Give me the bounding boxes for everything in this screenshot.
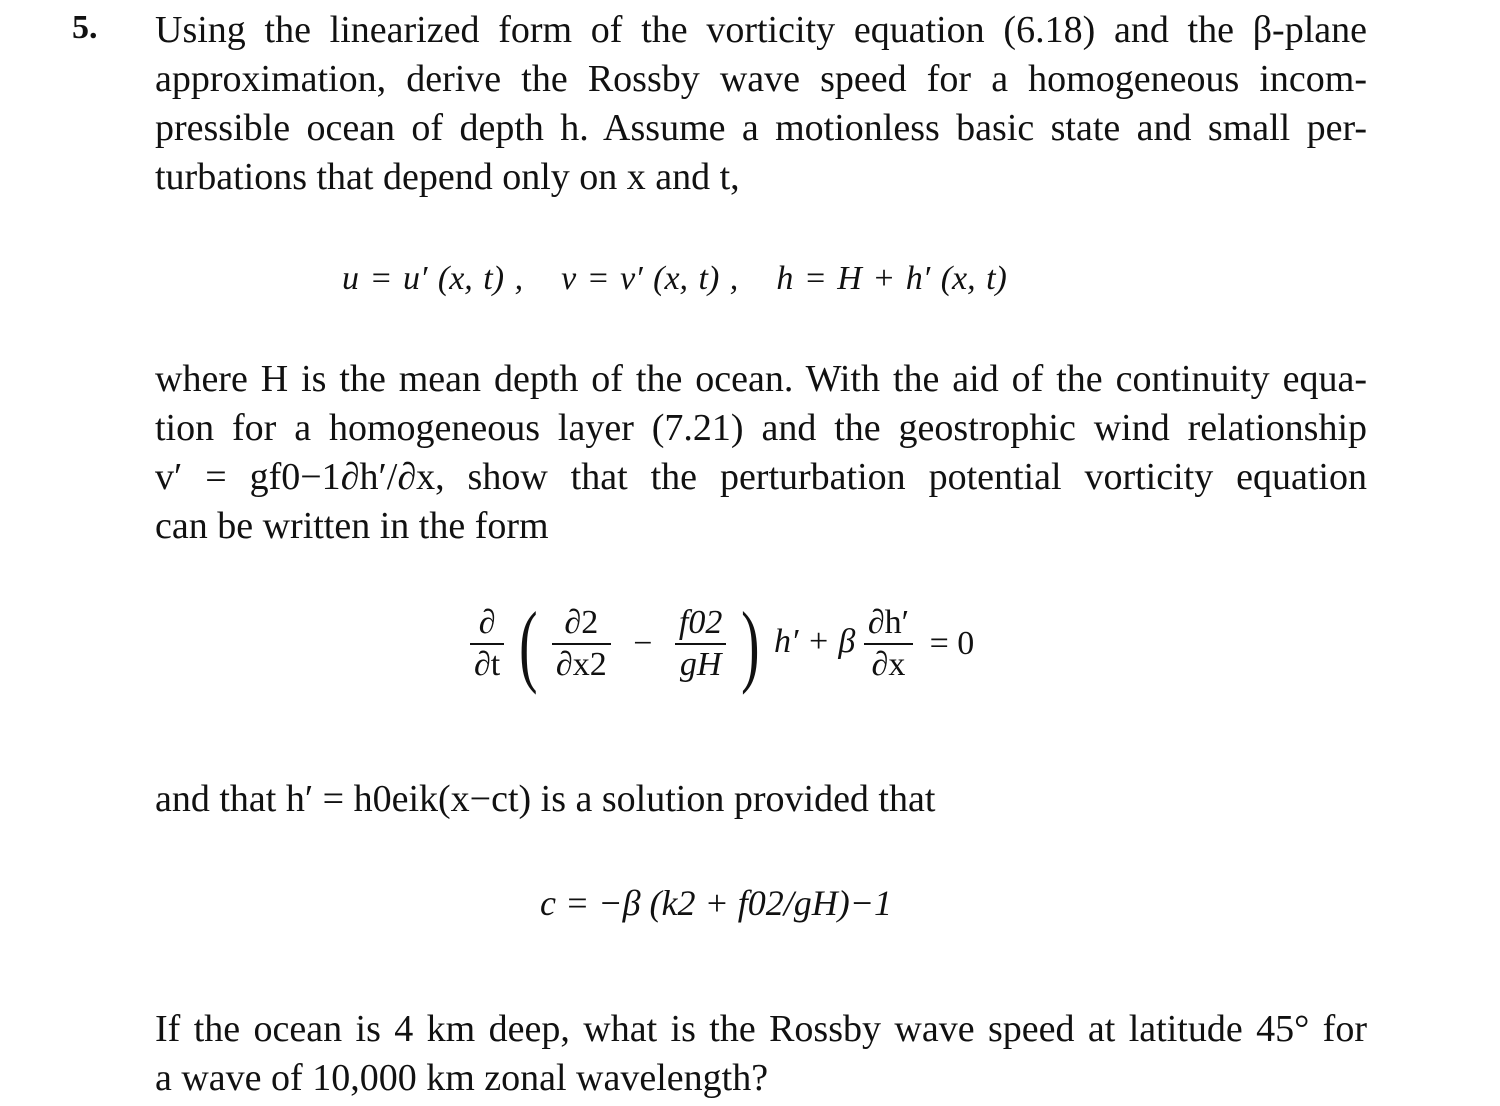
text-line: v′ = gf0−1∂h′/∂x, show that the perturbation potential vorticity equation	[155, 456, 1367, 498]
text-line: can be written in the form	[155, 505, 549, 547]
right-paren: )	[740, 593, 760, 695]
problem-instructions	[155, 355, 1367, 551]
second-derivative: $\frac{\partial 2}{\partial x2}$	[552, 606, 611, 682]
h-derivative: $\frac{\partial h'}{\partial x}$	[864, 606, 913, 682]
text-line: pressible ocean of depth h. Assume a motionless basic state and small per-	[155, 107, 1367, 149]
perturbation-equations	[342, 262, 1007, 296]
coriolis-term: $\frac{f02}{gH}$	[675, 606, 726, 682]
time-derivative: $\frac{\partial}{\partial t}$	[470, 606, 504, 682]
solution-statement	[155, 775, 1367, 824]
u-equation: u = u′ (x, t) ,	[342, 260, 524, 297]
text-line: where H is the mean depth of the ocean. With the aid of the continuity equa-	[155, 358, 1367, 400]
h-prime-term: h′ + β	[773, 622, 856, 660]
text-line: tion for a homogeneous layer (7.21) and the geostrophic wind relationship	[155, 407, 1367, 449]
potential-vorticity-equation	[470, 593, 975, 708]
minus-sign: −	[633, 625, 653, 662]
text-line: a wave of 10,000 km zonal wavelength?	[155, 1057, 769, 1099]
problem-intro	[155, 6, 1367, 202]
problem-number: 5.	[72, 9, 98, 46]
h-equation: h = H + h′ (x, t)	[776, 260, 1007, 297]
v-equation: v = v′ (x, t) ,	[561, 260, 739, 297]
wave-speed-equation: c = −β (k2 + f02/gH)−1	[540, 883, 893, 923]
equals-zero: = 0	[929, 625, 975, 662]
text-line: Using the linearized form of the vorticity equation (6.18) and the β-plane	[155, 9, 1367, 51]
left-paren: (	[518, 593, 538, 695]
text-line: turbations that depend only on x and t,	[155, 156, 740, 198]
text-line: If the ocean is 4 km deep, what is the Rossby wave speed at latitude 45° for	[155, 1008, 1367, 1050]
text-line: and that h′ = h0eik(x−ct) is a solution provided that	[155, 778, 936, 820]
text-line: approximation, derive the Rossby wave speed for a homogeneous incom-	[155, 58, 1367, 100]
problem-question	[155, 1005, 1367, 1103]
